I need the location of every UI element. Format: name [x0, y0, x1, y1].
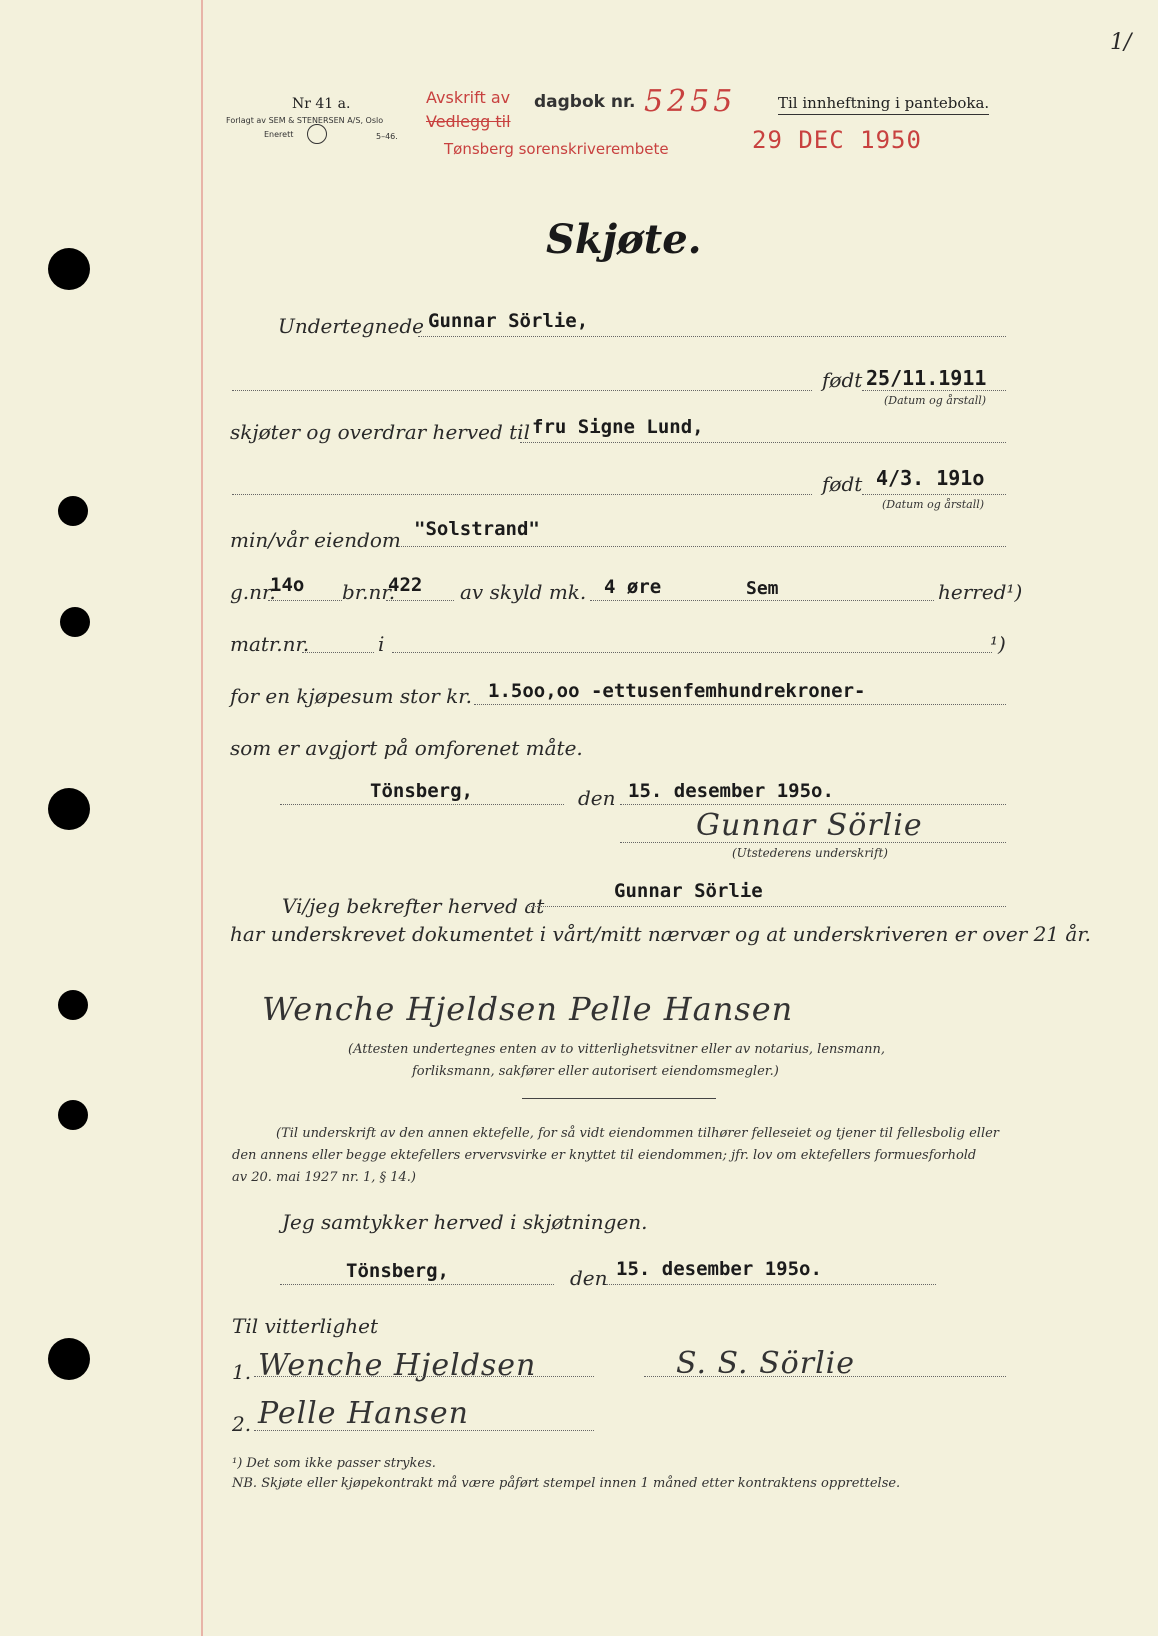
- matr-i: i: [378, 632, 385, 656]
- recipient-value: fru Signe Lund,: [532, 416, 704, 438]
- fodt1-value: 25/11.1911: [866, 366, 987, 390]
- eiendom-value: "Solstrand": [414, 518, 540, 540]
- kjopesum-value: 1.5oo,oo -ettusenfemhundrekroner-: [488, 680, 866, 702]
- undertegnede-label: Undertegnede: [278, 314, 424, 338]
- brnr-label: br.nr.: [342, 580, 396, 604]
- dotted-line: [280, 1284, 554, 1285]
- dotted-line: [232, 494, 812, 495]
- spouse-note3: av 20. mai 1927 nr. 1, § 14.): [232, 1170, 416, 1185]
- footnote1: ¹) Det som ikke passer strykes.: [232, 1456, 436, 1471]
- stamp-dagbok: dagbok nr.: [534, 92, 636, 112]
- spouse-signature: S. S. Sörlie: [676, 1346, 856, 1381]
- dotted-line: [862, 390, 1006, 391]
- brnr-value: 422: [388, 574, 423, 596]
- witness1-number: 1.: [232, 1360, 252, 1384]
- publisher-logo-icon: [307, 124, 327, 144]
- spouse-note2: den annens eller begge ektefellers ervervsvirke er knyttet til eiendommen; jfr. lov om ektefellers formuesforhold: [232, 1148, 977, 1163]
- dotted-line: [606, 1284, 936, 1285]
- dotted-line: [526, 906, 1006, 907]
- dotted-line: [398, 546, 1006, 547]
- punch-hole: [48, 248, 90, 290]
- dotted-line: [620, 842, 1006, 843]
- dotted-line: [644, 1376, 1006, 1377]
- gnr-value: 14o: [270, 574, 305, 596]
- punch-hole: [58, 990, 88, 1020]
- punch-hole: [58, 1100, 88, 1130]
- punch-hole: [48, 1338, 90, 1380]
- dotted-line: [280, 804, 564, 805]
- footnote2: NB. Skjøte eller kjøpekontrakt må være påført stempel innen 1 måned etter kontraktens opprettelse.: [232, 1476, 901, 1491]
- date2: 15. desember 195o.: [616, 1258, 822, 1280]
- matr-label: matr.nr.: [230, 632, 310, 656]
- skyld-value: 4 øre: [604, 576, 662, 598]
- punch-hole: [48, 788, 90, 830]
- place2: Tönsberg,: [346, 1260, 449, 1282]
- issuer-signature: Gunnar Sörlie: [696, 808, 923, 843]
- publisher-enerett: Enerett: [264, 130, 294, 139]
- journal-number: 5255: [644, 84, 737, 119]
- witness2-number: 2.: [232, 1412, 252, 1436]
- stamp-date: 29 DEC 1950: [752, 126, 922, 154]
- page-title: Skjøte.: [546, 216, 702, 263]
- dotted-line: [418, 336, 1006, 337]
- kjopesum-label: for en kjøpesum stor kr.: [230, 684, 473, 708]
- dotted-line: [268, 600, 342, 601]
- skjoter-label: skjøter og overdrar herved til: [230, 420, 530, 444]
- attest-note1: (Attesten undertegnes enten av to vitterlighetsvitner eller av notarius, lensmann,: [348, 1042, 886, 1057]
- dotted-line: [620, 804, 1006, 805]
- margin-rule: [201, 0, 203, 1636]
- punch-hole: [60, 607, 90, 637]
- witness2-signature: Pelle Hansen: [258, 1396, 469, 1431]
- dotted-line: [474, 704, 1006, 705]
- divider: [522, 1098, 716, 1099]
- datum-caption: (Datum og årstall): [882, 498, 985, 511]
- eiendom-label: min/vår eiendom: [230, 528, 401, 552]
- dotted-line: [386, 600, 454, 601]
- witness-signatures: Wenche Hjeldsen Pelle Hansen: [262, 990, 794, 1028]
- utsteder-caption: (Utstederens underskrift): [732, 846, 888, 860]
- underskrevet-text: har underskrevet dokumentet i vårt/mitt nærvær og at underskriveren er over 21 år.: [230, 922, 1092, 946]
- dotted-line: [862, 494, 1006, 495]
- bekrefter-value: Gunnar Sörlie: [614, 880, 763, 902]
- den2-label: den: [570, 1266, 608, 1290]
- publisher-date: 5–46.: [376, 132, 398, 141]
- date1: 15. desember 195o.: [628, 780, 834, 802]
- bekrefter-label: Vi/jeg bekrefter herved at: [282, 894, 545, 918]
- header-right: Til innheftning i panteboka.: [778, 94, 989, 115]
- form-number: Nr 41 a.: [292, 96, 351, 112]
- punch-hole: [58, 496, 88, 526]
- spouse-note1: (Til underskrift av den annen ektefelle, for så vidt eiendommen tilhører felleseiet og tjener til fellesbolig eller: [276, 1126, 1000, 1141]
- dotted-line: [232, 390, 812, 391]
- fodt1-label: født: [822, 368, 863, 392]
- stamp-line1: Avskrift av: [426, 88, 511, 107]
- samtykker-text: Jeg samtykker herved i skjøtningen.: [282, 1210, 648, 1234]
- undertegnede-value: Gunnar Sörlie,: [428, 310, 589, 332]
- matr-footnote: ¹): [990, 632, 1006, 656]
- skyld-label: av skyld mk.: [460, 580, 587, 604]
- den1-label: den: [578, 786, 616, 810]
- herred-label: herred¹): [938, 580, 1023, 604]
- avgjort-text: som er avgjort på omforenet måte.: [230, 736, 583, 760]
- corner-mark: 1/: [1110, 30, 1132, 55]
- place1: Tönsberg,: [370, 780, 473, 802]
- stamp-office: Tønsberg sorenskriverembete: [444, 140, 669, 158]
- stamp-line2: Vedlegg til: [426, 112, 511, 131]
- dotted-line: [254, 1430, 594, 1431]
- fodt2-label: født: [822, 472, 863, 496]
- witness1-signature: Wenche Hjeldsen: [258, 1348, 537, 1383]
- dotted-line: [520, 442, 1006, 443]
- dotted-line: [392, 652, 992, 653]
- fodt2-value: 4/3. 191o: [876, 466, 985, 490]
- dotted-line: [590, 600, 934, 601]
- publisher-line: Forlagt av SEM & STENERSEN A/S, Oslo: [226, 116, 384, 125]
- herred-value: Sem: [746, 578, 779, 599]
- dotted-line: [254, 1376, 594, 1377]
- dotted-line: [302, 652, 374, 653]
- til-vitterlighet: Til vitterlighet: [232, 1314, 379, 1338]
- attest-note2: forliksmann, sakfører eller autorisert eiendomsmegler.): [412, 1064, 779, 1079]
- datum-caption: (Datum og årstall): [884, 394, 987, 407]
- gnr-label: g.nr.: [230, 580, 276, 604]
